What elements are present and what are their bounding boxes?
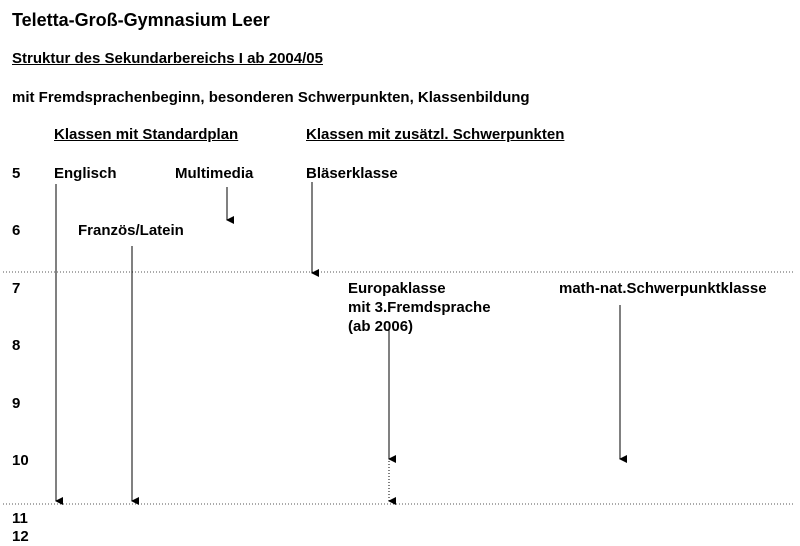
node-blaeserklasse: Bläserklasse — [306, 165, 398, 182]
grade-label-11: 11 — [12, 510, 28, 527]
node-europaklasse-line3: (ab 2006) — [348, 318, 414, 335]
grade-label-5: 5 — [12, 165, 21, 182]
grade-label-7: 7 — [12, 280, 21, 297]
node-englisch: Englisch — [54, 165, 117, 182]
subtitle: Struktur des Sekundarbereichs I ab 2004/05 — [12, 50, 323, 67]
column-header-extra: Klassen mit zusätzl. Schwerpunkten — [306, 126, 565, 143]
node-europaklasse-line1: Europaklasse — [348, 280, 446, 297]
grade-label-10: 10 — [12, 452, 29, 469]
page-title: Teletta-Groß-Gymnasium Leer — [12, 10, 270, 30]
node-franzoes-latein: Französ/Latein — [78, 222, 184, 239]
grade-label-6: 6 — [12, 222, 21, 239]
node-multimedia: Multimedia — [175, 165, 254, 182]
grade-label-12: 12 — [12, 528, 29, 545]
column-header-standard: Klassen mit Standardplan — [54, 126, 239, 143]
node-europaklasse-line2: mit 3.Fremdsprache — [348, 299, 491, 316]
grade-label-9: 9 — [12, 395, 21, 412]
description: mit Fremdsprachenbeginn, besonderen Schwerpunkten, Klassenbildung — [12, 89, 530, 106]
node-mathnat: math-nat.Schwerpunktklasse — [559, 280, 767, 297]
grade-label-8: 8 — [12, 337, 21, 354]
